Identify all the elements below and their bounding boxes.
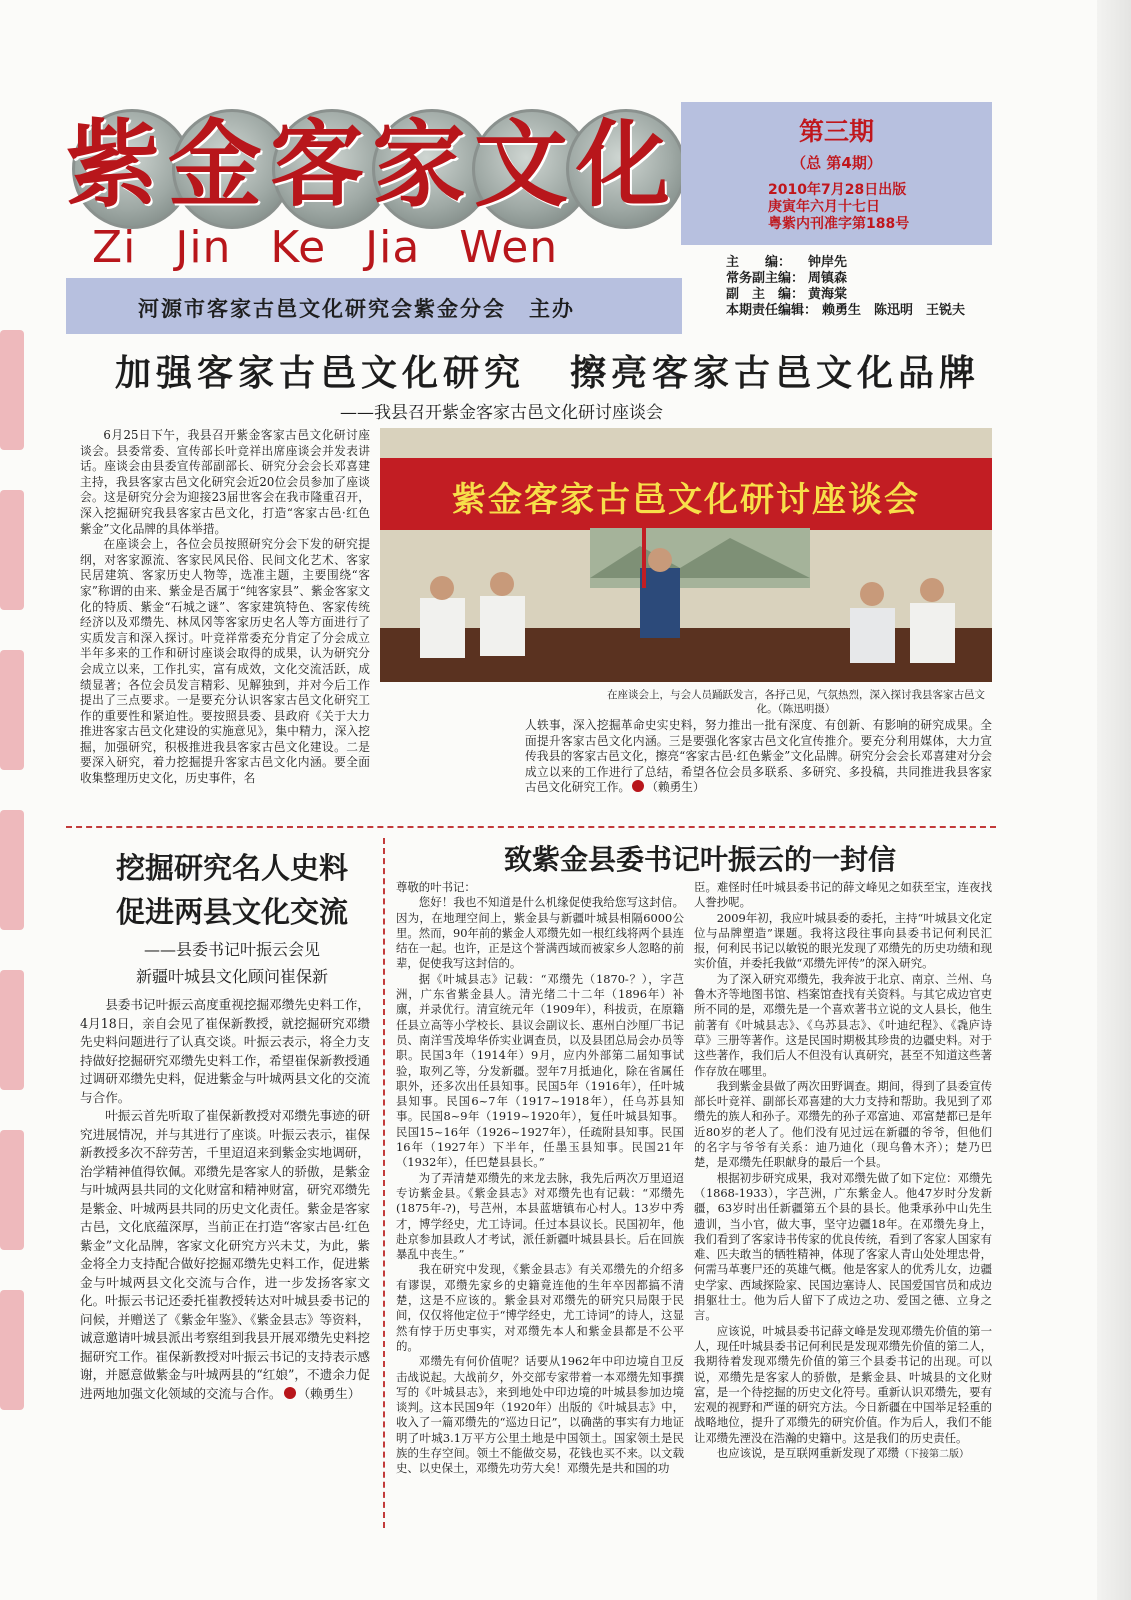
left-subhead: ——县委书记叶振云会见 新疆叶城县文化顾问崔保新 [135, 940, 328, 986]
masthead-pinyin: Zi Jin Ke Jia Wen [92, 222, 559, 273]
end-mark-icon [632, 780, 644, 792]
lunar-date: 庚寅年六月十七日 [768, 199, 880, 215]
letter-col2: 臣。难怪时任叶城县委书记的薛文峰见之如获至宝，连夜找人誊抄呢。 2009年初，我应叶城县委的委托，主持“叶城县文化定位与品牌塑造”课题。我将这段往事向县委书记何利民汇报，何利民书记以敏锐的眼光发现了邓缵先的历史功绩和现实价值，并委托我做“邓缵先评传”的深入研究。 为了深入研究邓缵先，我奔波于北京、南京、兰州、乌鲁木齐等地图书馆、档案馆查找有关资料。与其它成边官吏所不同的是，邓缵先是一个喜欢著书立说的文人县长，他生前著有《叶城县志》、《乌苏县志》、《叶迪纪程》、《毳庐诗草》三册等著作。这是民国时期极其珍贵的边疆史料。对于这些著作，我们后人不但没有认真研究，甚至不知道这些著作存放在哪里。 我到紫金县做了两次田野调查。期间，得到了县委宣传部长叶竞祥、副部长邓喜建的大力支持和帮助。我见到了邓缵先的族人和孙子。邓缵先的孙子邓富迪、邓富楚都已是年近80岁的老人了。他们没有见过远在新疆的爷爷，但他们的名字与爷爷有关系：迪乃迪化（现乌鲁木齐）；楚乃巴楚，是邓缵先任职献身的最后一个县。 根据初步研究成果，我对邓缵先做了如下定位：邓缵先（1868-1933），字芑洲，广东紫金人。他47岁时分发新疆，63岁时出任新疆第五个县的县长。他秉承孙中山先生遗训，当小官，做大事，坚守边疆18年。在邓缵先身上，我们看到了客家诗书传家的优良传统，看到了客家人国家有难、匹夫敢当的牺牲精神，体现了客家人青山处处埋忠骨，何需马革裹尸还的英雄气概。他是客家人的优秀儿女，边疆史学家、西域探险家、民国边塞诗人、民国爱国官员和成边捐躯壮士。他为后人留下了成边之功、爱国之德、立身之言。 应该说，叶城县委书记薛文峰是发现邓缵先价值的第一人，现任叶城县委书记何利民是发现邓缵先价值的第二人，我期待着发现邓缵先价值的第三个县委书记的出现。可以说，邓缵先是客家人的骄傲，是紫金县、叶城县的文化财富，是一个待挖掘的历史文化符号。重新认识邓缵先，要有宏观的视野和严谨的研究方法。今日新疆在中国举足轻重的战略地位，提升了邓缵先的研究价值。作为后人，我们不能让邓缵先湮没在浩瀚的史籍中。这是我们的历史责任。 也应该说，是互联网重新发现了邓缵（下接第二版） [694, 880, 992, 1460]
section-divider [66, 826, 996, 828]
sponsor-line: 河源市客家古邑文化研究会紫金分会 主办 [138, 297, 575, 321]
staff-row: 常务副主编： 周镇森 [726, 271, 848, 286]
issue-number: 第三期 [798, 117, 874, 146]
lead-subhead: ——我县召开紫金客家古邑文化研讨座谈会 [340, 403, 663, 423]
total-issue: （总 第4期） [791, 154, 882, 172]
lead-body-col1: 6月25日下午，我县召开紫金客家古邑文化研讨座谈会。县委常委、宣传部长叶竞祥出席座谈会并发表讲话。座谈会由县委宣传部副部长、研究分会会长邓喜建主持，我县客家古邑文化研究会近20位会员参加了座谈会。这是研究分会为迎接23届世客会在我市隆重召开，深入挖掘研究我县客家古邑文化，打造“客家古邑·红色紫金”文化品牌的具体举措。 在座谈会上，各位会员按照研究分会下发的研究提纲，对客家源流、客家民风民俗、民间文化艺术、客家民居建筑、客家历史人物等，选准主题，主要围绕“客家”称谓的由来、紫金是否属于“纯客家县”、紫金客家文化的特质、紫金“石城之谜”、客家建筑特色、客家传统经济以及邓缵先、林凤冈等客家历史名人等方面进行了实质发言和深入探讨。叶竞祥常委充分肯定了分会成立半年多来的工作和研讨座谈会取得的成果，认为研究分会成立以来，工作扎实，富有成效，文化交流活跃，成绩显著；各位会员发言精彩、见解独到，并对今后工作提出了三点要求。一是要充分认识客家古邑文化研究工作的重要性和紧迫性。要按照县委、县政府《关于大力推进客家古邑文化建设的实施意见》，集中精力，深入挖掘，加强研究，积极推进我县客家古邑文化建设。二是要深入研究，着力挖掘提升客家古邑文化内涵。要全面收集整理历史文化，历史事件，名 [80, 428, 370, 786]
lead-headline-1: 加强客家古邑文化研究 [115, 352, 526, 394]
page-edge-bleed [0, 330, 30, 1530]
staff-row: 主 编： 钟岸先 [726, 255, 848, 270]
permit-number: 粤紫内刊准字第188号 [768, 216, 910, 232]
staff-row: 本期责任编辑： 赖勇生 陈迅明 王锐夫 [726, 303, 966, 318]
staff-row: 副 主 编： 黄海棠 [726, 287, 848, 302]
continued-note: （下接第二版） [899, 1448, 970, 1460]
letter-col1: 尊敬的叶书记： 您好！我也不知道是什么机缘促使我给您写这封信。因为，在地理空间上，紫金县与新疆叶城县相隔6000公里。然而，90年前的紫金人邓缵先如一根红线将两个县连结在一起。也许，正是这个誉满西域而被家乡人忽略的前辈，促使我写这封信的。 据《叶城县志》记载：“邓缵先（1870-？），字芑洲，广东省紫金县人。清光绪二十二年（1896年）补廪，并录优行。清宣统元年（1909年），科拔贡，在原籍任县立高等小学校长、县议会副议长、惠州白沙厘厂书记员、南洋雪茂埠华侨实业调查员，以及县团总局会办员等职。民国3年（1914年）9月，应内外部第二届知事试验，取列乙等，分发新疆。翌年7月抵迪化，除在省属任职外，还多次出任县知事。民国5年（1916年），任叶城县知事。民国6~7年（1917~1918年），任乌苏县知事。民国8~9年（1919~1920年），复任叶城县知事。民国15~16年（1926~1927年），任疏附县知事。民国16年（1927年）下半年，任墨玉县知事。民国21年（1932年），任巴楚县县长。” 为了弄清楚邓缵先的来龙去脉，我先后两次万里迢迢专访紫金县。《紫金县志》对邓缵先也有记载：“邓缵先(1875年-?)，号芑州，本县蓝塘镇布心村人。13岁中秀才，博学经史，尤工诗词。任过本县议长。民国初年，他赴京参加县政人才考试，派任新疆叶城县县长。后在回族暴乱中丧生。” 我在研究中发现，《紫金县志》有关邓缵先的介绍多有谬误，邓缵先家乡的史籍竟连他的生年卒因都搞不清楚，这是不应该的。紫金县对邓缵先的研究只局限于民间，仅仅将他定位于“博学经史，尤工诗词”的诗人，这显然有悖于历史事实，对邓缵先本人和紫金县都是不公平的。 邓缵先有何价值呢？话要从1962年中印边境自卫反击战说起。大战前夕，外交部专家带着一本邓缵先知事撰写的《叶城县志》，来到地处中印边境的叶城县参加边境谈判。这本民国9年（1920年）出版的《叶城县志》中，收入了一篇邓缵先的“巡边日记”，以确凿的事实有力地证明了叶城3.1万平方公里土地是中国领土。国家领土是民族的生存空间。领土不能做交易，花钱也买不来。以文载史、以史保土，邓缵先功劳大矣！邓缵先是共和国的功 [396, 880, 684, 1476]
left-article-body: 县委书记叶振云高度重视挖掘邓缵先史料工作，4月18日，亲自会见了崔保新教授，就挖掘研究邓缵先史料问题进行了认真交谈。叶振云表示，将全力支持做好挖掘研究邓缵先史料工作，希望崔保新教授通过调研邓缵先史料，促进紫金与叶城两县文化的交流与合作。 叶振云首先听取了崔保新教授对邓缵先事迹的研究进展情况，并与其进行了座谈。叶振云表示，崔保新教授多次不辞劳苦，千里迢迢来到紫金实地调研，治学精神值得钦佩。邓缵先是客家人的骄傲，是紫金与叶城两县共同的文化财富和精神财富，研究邓缵先是紫金、叶城两县共同的历史文化责任。紫金是客家古邑，文化底蕴深厚，当前正在打造“客家古邑·红色紫金”文化品牌，客家文化研究方兴未艾，为此，紫金将全力支持配合做好挖掘邓缵先史料工作，促进紫金与叶城两县文化交流与合作，进一步发扬客家文化。叶振云书记还委托崔教授转达对叶城县委书记的问候，并赠送了《紫金年鉴》、《紫金县志》等资料，诚意邀请叶城县派出考察组到我县开展邓缵先史料挖掘研究工作。崔保新教授对叶振云书记的支持表示感谢，并愿意做紫金与叶城两县的“红娘”，不遗余力促进两地加强文化领域的交流与合作。 （赖勇生） [80, 997, 370, 1401]
letter-headline: 致紫金县委书记叶振云的一封信 [503, 843, 896, 876]
end-mark-icon [284, 1387, 296, 1399]
photo-caption: 在座谈会上，与会人员踊跃发言，各抒己见，气氛热烈，深入探讨我县客家古邑文化。（陈迅明摄） [607, 689, 985, 715]
lead-body-col2: 人轶事，深入挖掘革命史实史料，努力推出一批有深度、有创新、有影响的研究成果。全面提升客家古邑文化内涵。三是要强化客家古邑文化宣传推介。要充分利用媒体，大力宣传我县的客家古邑文化，擦亮“客家古邑·红色紫金”文化品牌。研究分会会长邓喜建对分会成立以来的工作进行了总结，希望各位会员多联系、多研究、多投稿，共同推进我县客家古邑文化研究工作。 （赖勇生） [525, 718, 992, 795]
lead-body-col1-cont [80, 732, 520, 820]
lead-headline-2: 擦亮客家古邑文化品牌 [570, 352, 981, 394]
masthead-title: 紫金客家文化 [66, 110, 679, 220]
column-divider [383, 838, 385, 1528]
meeting-photo [380, 428, 992, 682]
publish-date: 2010年7月28日出版 [768, 182, 907, 198]
scan-edge [1097, 0, 1131, 1600]
left-headline: 挖掘研究名人史料 促进两县文化交流 [115, 851, 348, 929]
photo-banner-text: 紫金客家古邑文化研讨座谈会 [452, 480, 920, 520]
